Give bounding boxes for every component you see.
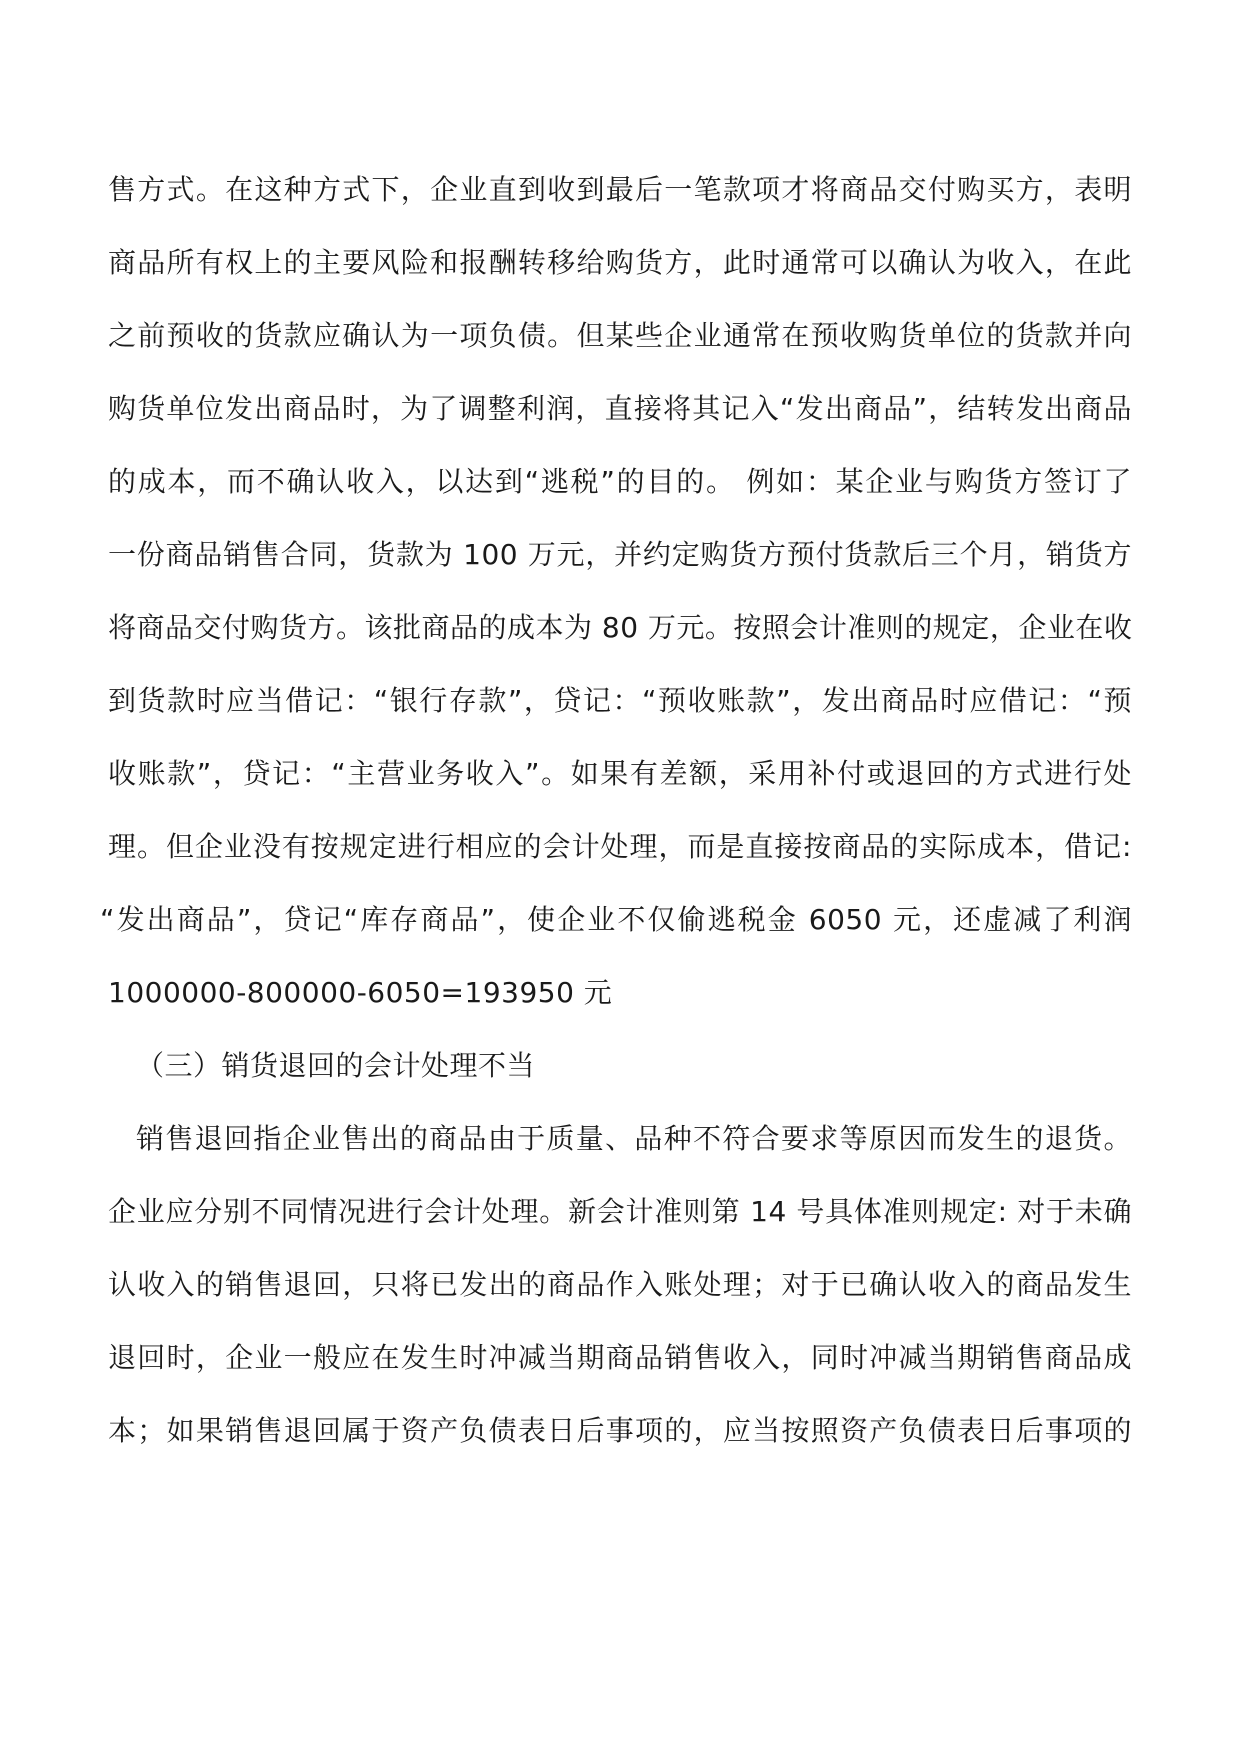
text-line: 售方式。在这种方式下，企业直到收到最后一笔款项才将商品交付购买方，表明 bbox=[108, 173, 1132, 206]
paragraph-first-line: 销售退回指企业售出的商品由于质量、品种不符合要求等原因而发生的退货。 bbox=[136, 1122, 1132, 1155]
text-line: 企业应分别不同情况进行会计处理。新会计准则第 14 号具体准则规定: 对于未确 bbox=[108, 1195, 1132, 1228]
text-line: 退回时，企业一般应在发生时冲减当期商品销售收入，同时冲减当期销售商品成 bbox=[108, 1341, 1132, 1374]
text-line: 将商品交付购货方。该批商品的成本为 80 万元。按照会计准则的规定，企业在收 bbox=[108, 611, 1133, 644]
text-line: 购货单位发出商品时，为了调整利润，直接将其记入“发出商品”，结转发出商品 bbox=[108, 392, 1132, 425]
section-heading: （三）销货退回的会计处理不当 bbox=[136, 1049, 536, 1082]
text-line: 到货款时应当借记：“银行存款”，贷记：“预收账款”，发出商品时应借记：“预 bbox=[108, 684, 1132, 717]
text-line: 1000000-800000-6050=193950 元 bbox=[108, 976, 613, 1009]
text-line: 之前预收的货款应确认为一项负债。但某些企业通常在预收购货单位的货款并向 bbox=[108, 319, 1132, 352]
text-line: 收账款”，贷记：“主营业务收入”。如果有差额，采用补付或退回的方式进行处 bbox=[108, 757, 1132, 790]
text-line: 的成本，而不确认收入，以达到“逃税”的目的。 例如：某企业与购货方签订了 bbox=[108, 465, 1132, 498]
text-line: 商品所有权上的主要风险和报酬转移给购货方，此时通常可以确认为收入，在此 bbox=[108, 246, 1132, 279]
text-line: 认收入的销售退回，只将已发出的商品作入账处理；对于已确认收入的商品发生 bbox=[108, 1268, 1132, 1301]
text-line: “发出商品”，贷记“库存商品”，使企业不仅偷逃税金 6050 元，还虚减了利润 bbox=[100, 903, 1132, 936]
text-line: 一份商品销售合同，货款为 100 万元，并约定购货方预付货款后三个月，销货方 bbox=[108, 538, 1132, 571]
text-line: 理。但企业没有按规定进行相应的会计处理，而是直接按商品的实际成本，借记: bbox=[108, 830, 1132, 863]
text-line: 本；如果销售退回属于资产负债表日后事项的，应当按照资产负债表日后事项的 bbox=[108, 1414, 1132, 1447]
